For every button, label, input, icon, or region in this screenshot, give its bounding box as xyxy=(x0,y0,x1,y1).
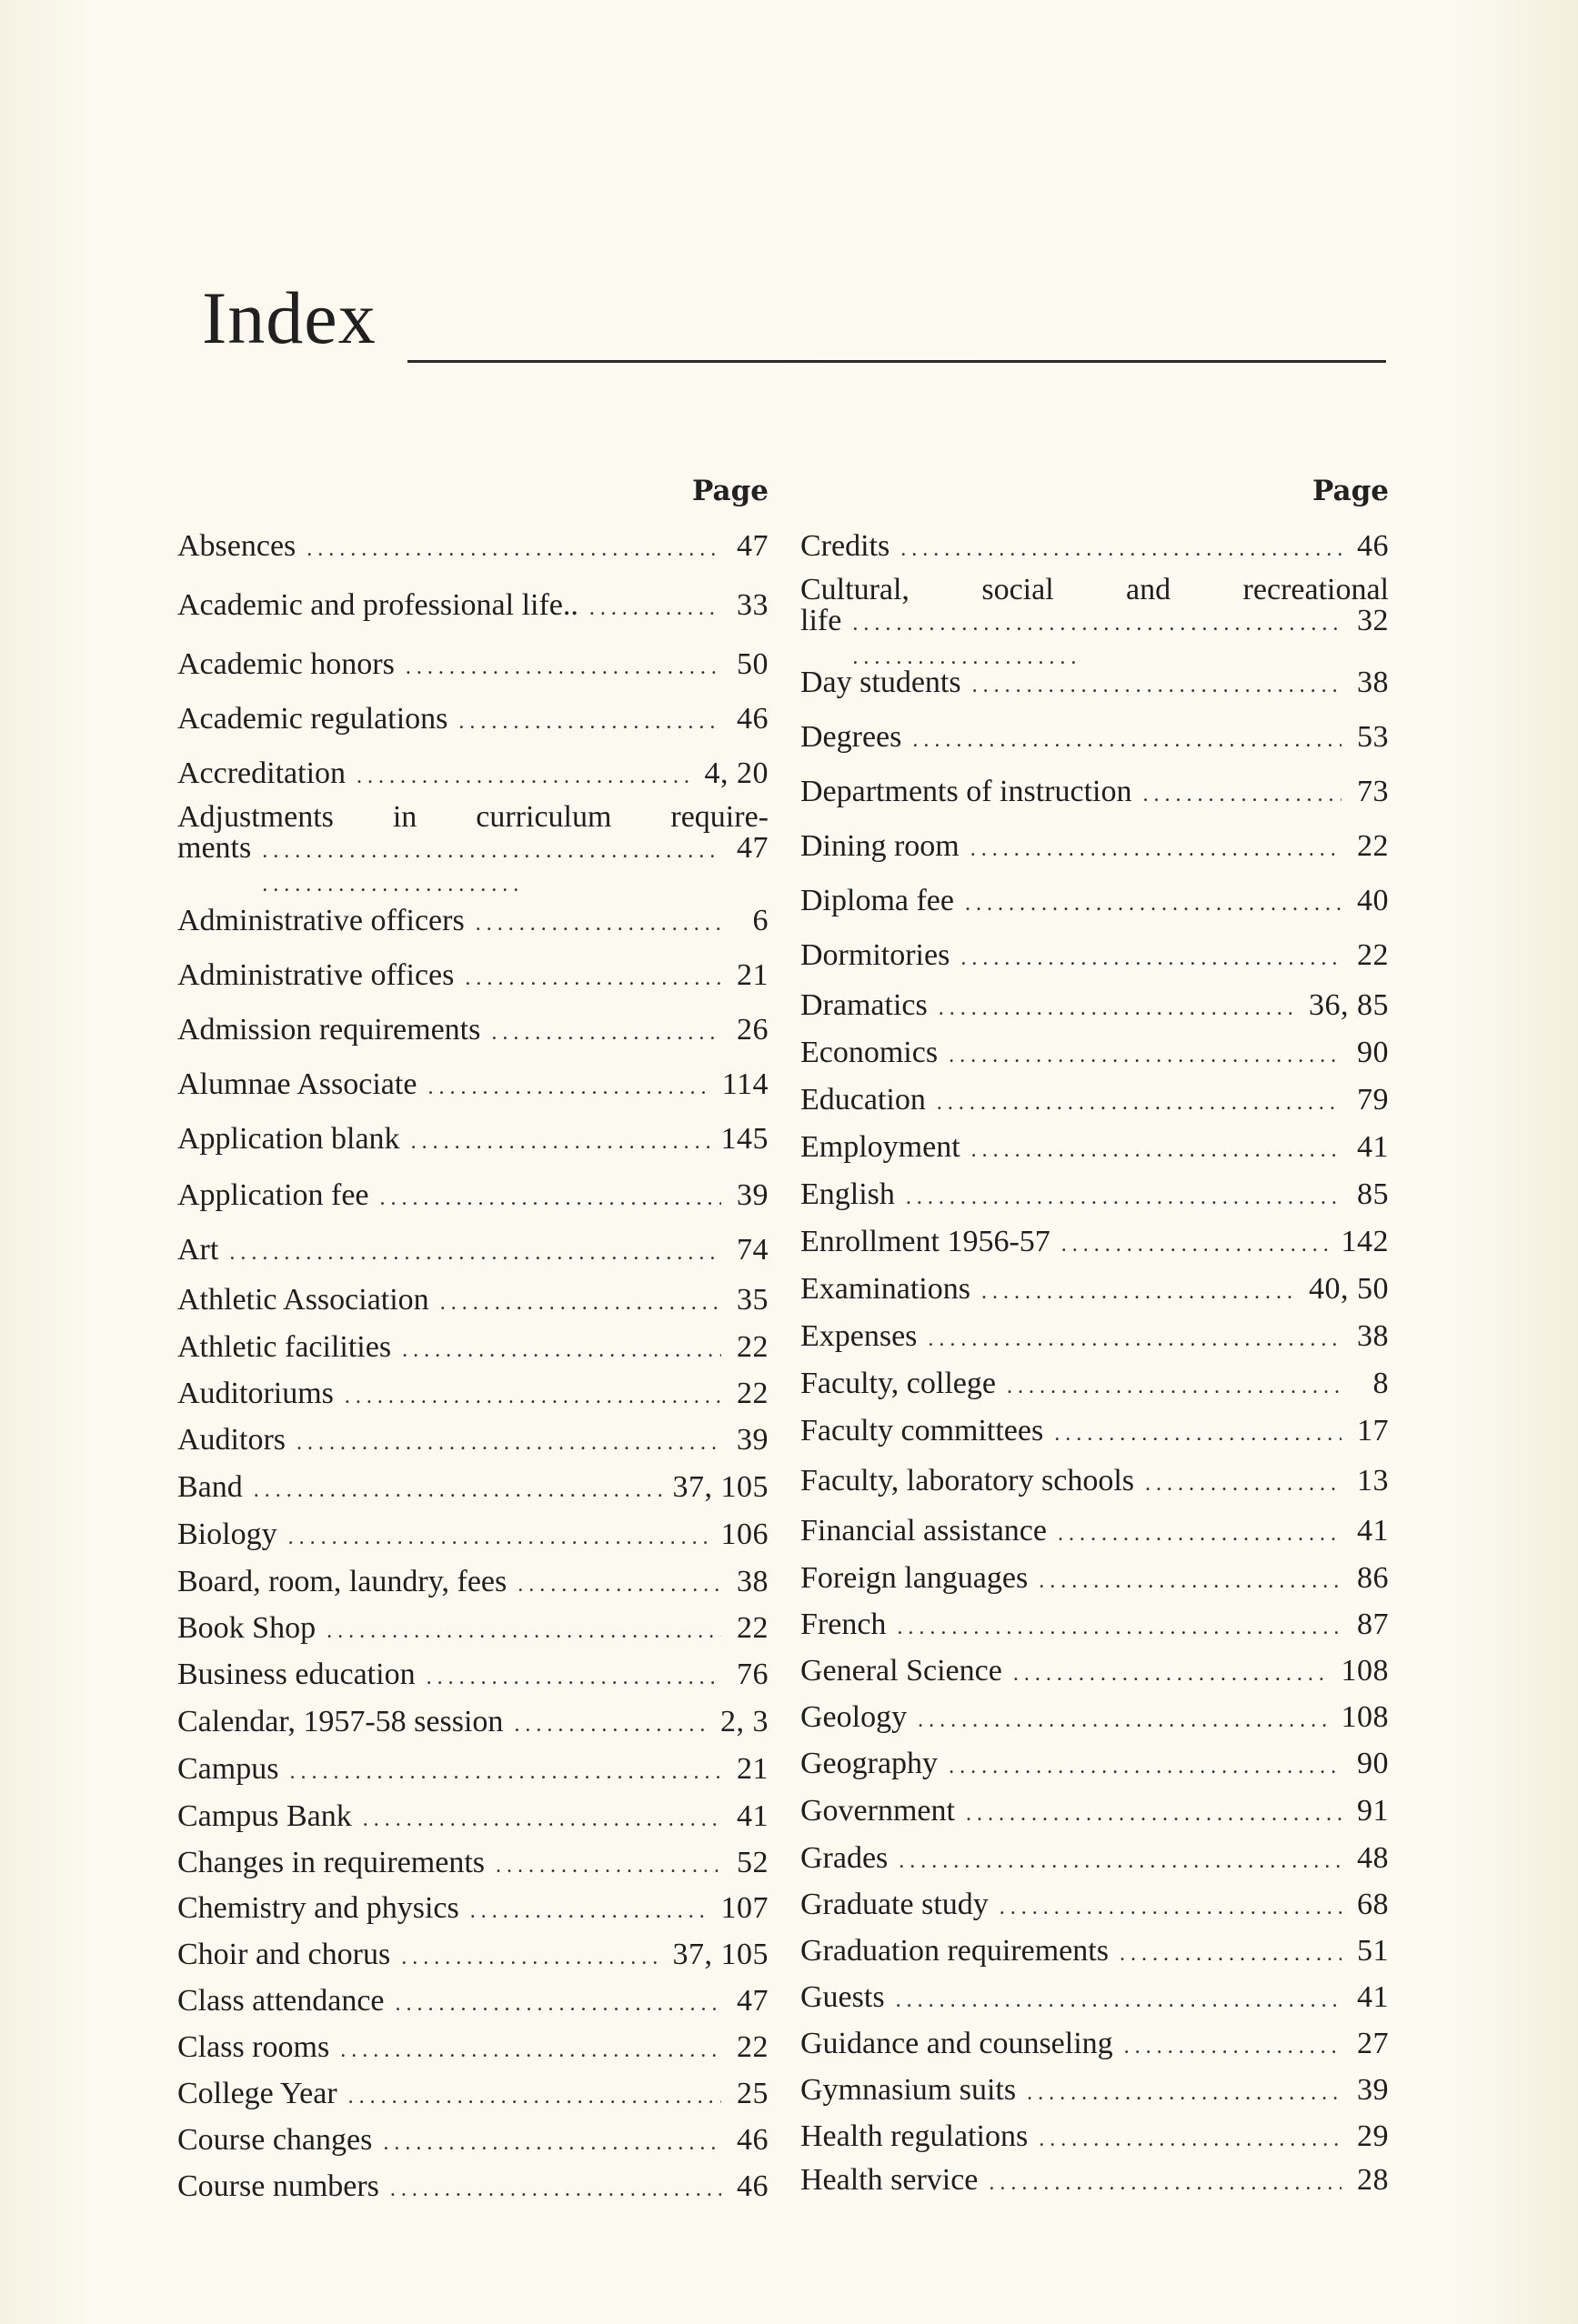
entry-page-number: 114 xyxy=(721,1067,769,1101)
entry-page-number: 22 xyxy=(1357,829,1389,863)
entry-label: Faculty, college xyxy=(800,1367,996,1400)
entry-page-number: 28 xyxy=(1357,2163,1389,2197)
index-entry xyxy=(177,746,769,802)
leader-dots xyxy=(297,1417,721,1467)
leader-dots xyxy=(380,1167,721,1227)
leader-dots xyxy=(918,1695,1330,1743)
leader-dots xyxy=(906,1171,1342,1221)
leader-dots xyxy=(1007,1360,1342,1410)
entry-label: Administrative offices xyxy=(177,958,455,992)
entry-page-number: 87 xyxy=(1357,1608,1389,1641)
entry-page-number: 90 xyxy=(1357,1747,1389,1780)
entry-label: Admission requirements xyxy=(177,1013,481,1047)
entry-page-number: 90 xyxy=(1357,1036,1389,1069)
entry-label: Course numbers xyxy=(177,2169,379,2203)
index-entry xyxy=(177,1978,769,2024)
entry-label: Faculty, laboratory schools xyxy=(800,1464,1134,1498)
entry-label: Class rooms xyxy=(177,2030,330,2064)
leader-dots xyxy=(1054,1407,1342,1458)
index-entry xyxy=(177,636,769,693)
index-entry xyxy=(800,1171,1389,1218)
index-entry xyxy=(177,1464,769,1511)
entry-label: Changes in requirements xyxy=(177,1846,486,1879)
leader-dots xyxy=(1124,2020,1342,2070)
index-entry xyxy=(177,1606,769,1651)
entry-label: Academic honors xyxy=(177,647,395,681)
leader-dots xyxy=(966,1788,1342,1838)
leader-dots xyxy=(396,1978,721,2027)
entry-page-number: 46 xyxy=(1357,529,1389,563)
index-entry xyxy=(177,1558,769,1606)
entry-page-number: 46 xyxy=(737,2123,769,2157)
entry-label: Alumnae Associate xyxy=(177,1067,417,1101)
entry-page-number: 50 xyxy=(737,647,769,681)
index-entry xyxy=(800,518,1389,575)
index-entry xyxy=(177,2024,769,2071)
index-entry xyxy=(800,1360,1389,1407)
index-entry xyxy=(800,2068,1389,2113)
entry-label: Auditoriums xyxy=(177,1377,334,1410)
entry-page-number: 40 xyxy=(1357,884,1389,917)
entry-label: Accreditation xyxy=(177,756,347,790)
leader-dots xyxy=(899,1835,1342,1885)
leader-dots xyxy=(981,1266,1298,1316)
index-entry xyxy=(800,1975,1389,2020)
leader-dots xyxy=(383,2117,721,2167)
entry-label: Graduation requirements xyxy=(800,1934,1109,1968)
entry-page-number: 47 xyxy=(737,529,769,563)
title-underline xyxy=(407,360,1386,363)
index-entry xyxy=(800,1555,1389,1602)
leader-dots xyxy=(465,949,721,1005)
entry-label: Geology xyxy=(800,1700,908,1734)
index-entry xyxy=(800,1695,1389,1740)
index-entry xyxy=(800,1740,1389,1788)
entry-page-number: 27 xyxy=(1357,2027,1389,2060)
index-entry xyxy=(800,655,1389,711)
index-entry xyxy=(177,1058,769,1111)
entry-page-number: 41 xyxy=(1357,1514,1389,1548)
entry-label: Guidance and counseling xyxy=(800,2027,1113,2060)
entry-page-number: 26 xyxy=(737,1013,769,1047)
entry-list xyxy=(177,518,769,2209)
leader-dots xyxy=(1000,1882,1342,1930)
entry-label: English xyxy=(800,1177,895,1211)
index-entry xyxy=(177,1651,769,1698)
index-entry xyxy=(177,1224,769,1277)
index-entry xyxy=(800,1882,1389,1928)
entry-page-number: 17 xyxy=(1357,1414,1389,1447)
entry-page-number: 39 xyxy=(737,1423,769,1457)
entry-label: Academic and professional life.. xyxy=(177,588,578,622)
leader-dots xyxy=(307,518,721,577)
index-column-left xyxy=(177,464,769,2209)
leader-dots xyxy=(496,1840,721,1888)
leader-dots xyxy=(949,1740,1342,1790)
entry-label: Campus Bank xyxy=(177,1799,352,1833)
leader-dots xyxy=(327,1606,721,1654)
entry-page-number: 41 xyxy=(1357,1130,1389,1164)
entry-label: Financial assistance xyxy=(800,1514,1047,1548)
index-column-right xyxy=(800,464,1389,2200)
entry-page-number: 25 xyxy=(737,2077,769,2110)
entry-label: Choir and chorus xyxy=(177,1938,391,1971)
entry-label: Academic regulations xyxy=(177,702,448,736)
leader-dots xyxy=(518,1558,721,1608)
entry-page-number: 22 xyxy=(737,2030,769,2064)
entry-label: Health service xyxy=(800,2163,979,2197)
leader-dots xyxy=(345,1371,721,1419)
index-entry xyxy=(800,1788,1389,1835)
index-entry xyxy=(177,575,769,636)
index-entry xyxy=(800,1124,1389,1171)
leader-dots xyxy=(1142,764,1342,823)
index-entry xyxy=(177,2071,769,2117)
entry-page-number: 37, 105 xyxy=(672,1938,769,1971)
entry-label: Day students xyxy=(800,666,961,699)
index-entry xyxy=(800,929,1389,982)
entry-label: Campus xyxy=(177,1752,279,1786)
entry-label: Examinations xyxy=(800,1272,970,1306)
entry-label: Guests xyxy=(800,1980,885,2014)
index-entry xyxy=(177,1698,769,1746)
entry-label: Education xyxy=(800,1083,926,1117)
leader-dots xyxy=(912,711,1342,766)
entry-page-number: 107 xyxy=(720,1891,769,1925)
entry-label: Health regulations xyxy=(800,2119,1029,2153)
index-entry xyxy=(800,1266,1389,1313)
title-row xyxy=(202,273,1386,373)
index-entry xyxy=(177,893,769,949)
leader-dots xyxy=(348,2071,721,2119)
index-entry xyxy=(800,1602,1389,1648)
entry-page-number: 37, 105 xyxy=(672,1470,769,1504)
entry-page-number: 21 xyxy=(737,958,769,992)
page-column-heading: Page xyxy=(692,475,769,507)
leader-dots xyxy=(1061,1218,1331,1268)
leader-dots xyxy=(1120,1928,1342,1978)
entry-page-number: 52 xyxy=(737,1846,769,1879)
entry-page-number: 22 xyxy=(737,1611,769,1645)
entry-page-number: 22 xyxy=(737,1330,769,1364)
entry-label: Government xyxy=(800,1794,955,1828)
entry-label: Band xyxy=(177,1470,243,1504)
leader-dots xyxy=(897,1602,1342,1650)
entry-label: Economics xyxy=(800,1036,939,1069)
entry-label: French xyxy=(800,1608,887,1641)
index-entry xyxy=(177,1277,769,1324)
leader-dots xyxy=(458,693,721,748)
index-entry xyxy=(177,1746,769,1793)
index-entry xyxy=(800,1313,1389,1360)
leader-dots xyxy=(340,2024,721,2074)
entry-page-number: 48 xyxy=(1357,1841,1389,1875)
index-entry xyxy=(177,1840,769,1886)
entry-page-number: 41 xyxy=(737,1799,769,1833)
leader-dots xyxy=(363,1793,721,1843)
entry-label: Chemistry and physics xyxy=(177,1891,459,1925)
index-entry xyxy=(177,1111,769,1167)
entry-label: Foreign languages xyxy=(800,1561,1029,1595)
leader-dots xyxy=(491,1002,721,1061)
index-entry xyxy=(177,1886,769,1931)
entry-page-number: 32 xyxy=(1357,604,1389,637)
index-entry xyxy=(800,1455,1389,1508)
leader-dots xyxy=(939,982,1298,1032)
entry-label-line2: ments xyxy=(177,831,252,865)
index-entry xyxy=(800,982,1389,1029)
entry-page-number: 13 xyxy=(1357,1464,1389,1498)
entry-page-number: 35 xyxy=(737,1283,769,1317)
index-entry xyxy=(800,2113,1389,2160)
entry-page-number: 142 xyxy=(1341,1225,1389,1258)
entry-label: Diploma fee xyxy=(800,884,954,917)
entry-page-number: 38 xyxy=(1357,1319,1389,1353)
leader-dots xyxy=(928,1313,1342,1363)
entry-page-number: 36, 85 xyxy=(1309,988,1389,1022)
index-entry xyxy=(177,1167,769,1224)
leader-dots xyxy=(470,1886,710,1934)
index-entry xyxy=(177,949,769,1002)
index-entry xyxy=(177,2117,769,2164)
entry-page-number: 39 xyxy=(737,1178,769,1212)
index-entry xyxy=(800,575,1389,655)
index-entry xyxy=(177,1324,769,1371)
leader-dots xyxy=(960,929,1342,985)
entry-label: Application fee xyxy=(177,1178,369,1212)
leader-dots xyxy=(972,655,1342,714)
entry-page-number: 91 xyxy=(1357,1794,1389,1828)
leader-dots xyxy=(289,1746,721,1796)
entry-label: General Science xyxy=(800,1654,1002,1688)
index-entry xyxy=(177,1417,769,1464)
entry-label: Expenses xyxy=(800,1319,918,1353)
entry-label: Athletic Association xyxy=(177,1283,429,1317)
entry-label: Graduate study xyxy=(800,1888,989,1921)
leader-dots xyxy=(965,873,1342,932)
page-title: Index xyxy=(202,276,377,359)
entry-label: Employment xyxy=(800,1130,960,1164)
entry-label: Geography xyxy=(800,1747,939,1780)
leader-dots xyxy=(427,1058,710,1114)
leader-dots xyxy=(1013,1648,1331,1698)
leader-dots xyxy=(229,1224,721,1279)
leader-dots xyxy=(411,1111,710,1170)
entry-page-number: 47 xyxy=(737,831,769,865)
entry-label: College Year xyxy=(177,2077,337,2110)
leader-dots xyxy=(1058,1508,1342,1558)
index-entry xyxy=(800,2160,1389,2200)
page-column-heading: Page xyxy=(1312,475,1389,507)
leader-dots xyxy=(406,636,721,696)
entry-label: Dining room xyxy=(800,829,960,863)
entry-page-number: 53 xyxy=(1357,720,1389,754)
entry-page-number: 33 xyxy=(737,588,769,622)
entry-page-number: 38 xyxy=(737,1565,769,1598)
entry-label: Course changes xyxy=(177,2123,373,2157)
entry-page-number: 47 xyxy=(737,1984,769,2018)
leader-dots xyxy=(1039,2113,1342,2163)
entry-page-number: 8 xyxy=(1372,1367,1389,1400)
index-entry xyxy=(800,820,1389,873)
leader-dots xyxy=(1027,2068,1342,2116)
entry-label: Degrees xyxy=(800,720,902,754)
entry-label: Book Shop xyxy=(177,1611,317,1645)
entry-page-number: 145 xyxy=(720,1122,769,1156)
index-entry xyxy=(800,1648,1389,1695)
index-entry xyxy=(800,1407,1389,1455)
leader-dots xyxy=(971,1124,1342,1174)
index-entry xyxy=(800,873,1389,929)
entry-page-number: 73 xyxy=(1357,775,1389,808)
entry-page-number: 4, 20 xyxy=(704,756,769,790)
entry-label: Calendar, 1957-58 session xyxy=(177,1705,504,1738)
index-entry xyxy=(177,1371,769,1417)
entry-label: Athletic facilities xyxy=(177,1330,392,1364)
entry-label: Enrollment 1956-57 xyxy=(800,1225,1050,1258)
entry-label: Dramatics xyxy=(800,988,928,1022)
index-entry xyxy=(177,518,769,575)
leader-dots xyxy=(357,746,693,805)
leader-dots xyxy=(476,893,721,952)
entry-page-number: 6 xyxy=(752,904,769,937)
entry-label: Art xyxy=(177,1233,219,1267)
entry-page-number: 29 xyxy=(1357,2119,1389,2153)
entry-page-number: 79 xyxy=(1357,1083,1389,1117)
entry-page-number: 74 xyxy=(737,1233,769,1267)
index-entry xyxy=(800,764,1389,820)
entry-page-number: 22 xyxy=(737,1377,769,1410)
leader-dots xyxy=(1039,1555,1342,1605)
leader-dots xyxy=(440,1277,721,1327)
entry-page-number: 108 xyxy=(1341,1700,1389,1734)
entry-label: Class attendance xyxy=(177,1984,385,2018)
entry-label-line2: life xyxy=(800,604,842,637)
leader-dots xyxy=(589,575,721,639)
index-entry xyxy=(177,1002,769,1058)
index-entry xyxy=(800,2020,1389,2068)
entry-label: Grades xyxy=(800,1841,889,1875)
leader-dots xyxy=(989,2160,1342,2203)
entry-page-number: 85 xyxy=(1357,1177,1389,1211)
entry-page-number: 51 xyxy=(1357,1934,1389,1968)
entry-label-line1: Adjustments in curriculum require- xyxy=(177,800,769,834)
entry-label: Application blank xyxy=(177,1122,400,1156)
entry-label: Business education xyxy=(177,1658,416,1691)
leader-dots xyxy=(288,1511,710,1561)
entry-page-number: 38 xyxy=(1357,666,1389,699)
index-entry xyxy=(800,1029,1389,1077)
entry-page-number: 106 xyxy=(720,1518,769,1551)
leader-dots xyxy=(254,1464,662,1514)
index-entry xyxy=(177,1511,769,1558)
entry-page-number: 39 xyxy=(1357,2073,1389,2107)
entry-label: Biology xyxy=(177,1518,277,1551)
index-entry xyxy=(800,1218,1389,1266)
index-entry xyxy=(177,693,769,746)
index-entry xyxy=(800,711,1389,764)
index-entry xyxy=(800,1508,1389,1555)
entry-label: Departments of instruction xyxy=(800,775,1132,808)
leader-dots xyxy=(937,1077,1342,1127)
index-entry xyxy=(800,1835,1389,1882)
leader-dots xyxy=(970,820,1342,876)
entry-page-number: 21 xyxy=(737,1752,769,1786)
leader-dots xyxy=(427,1651,721,1701)
index-entry xyxy=(177,2164,769,2209)
leader-dots xyxy=(390,2164,721,2212)
entry-list xyxy=(800,518,1389,2200)
entry-label: Credits xyxy=(800,529,890,563)
entry-page-number: 108 xyxy=(1341,1654,1389,1688)
entry-label: Faculty committees xyxy=(800,1414,1044,1447)
entry-label: Board, room, laundry, fees xyxy=(177,1565,508,1598)
entry-page-number: 2, 3 xyxy=(720,1705,769,1738)
leader-dots xyxy=(900,518,1342,577)
entry-page-number: 76 xyxy=(737,1658,769,1691)
entry-label-line1: Cultural, social and recreational xyxy=(800,573,1389,606)
entry-page-number: 22 xyxy=(1357,938,1389,972)
entry-page-number: 86 xyxy=(1357,1561,1389,1595)
leader-dots xyxy=(402,1324,721,1374)
leader-dots xyxy=(401,1931,661,1981)
index-entry xyxy=(800,1077,1389,1124)
index-entry xyxy=(177,1931,769,1978)
entry-label: Absences xyxy=(177,529,297,563)
entry-label: Dormitories xyxy=(800,938,950,972)
entry-page-number: 41 xyxy=(1357,1980,1389,2014)
index-entry xyxy=(800,1928,1389,1975)
leader-dots xyxy=(949,1029,1342,1079)
leader-dots xyxy=(262,833,721,900)
leader-dots xyxy=(896,1975,1342,2023)
index-entry xyxy=(177,1793,769,1840)
entry-page-number: 68 xyxy=(1357,1888,1389,1921)
entry-page-number: 46 xyxy=(737,2169,769,2203)
leader-dots xyxy=(514,1698,709,1748)
entry-label: Administrative officers xyxy=(177,904,465,937)
leader-dots xyxy=(1145,1455,1342,1510)
entry-page-number: 46 xyxy=(737,702,769,736)
entry-label: Auditors xyxy=(177,1423,286,1457)
index-entry xyxy=(177,802,769,893)
entry-page-number: 40, 50 xyxy=(1309,1272,1389,1306)
entry-label: Gymnasium suits xyxy=(800,2073,1017,2107)
